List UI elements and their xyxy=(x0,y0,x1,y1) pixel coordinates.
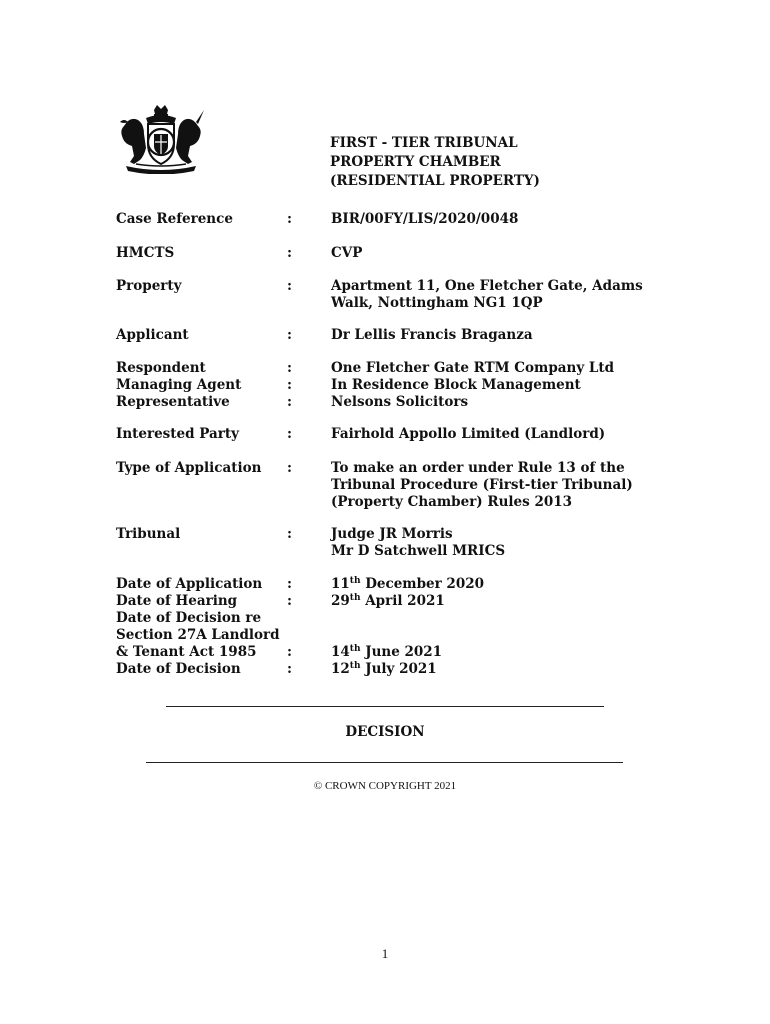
date-of-decision-label: Date of Decision xyxy=(116,661,241,677)
decision-title: DECISION xyxy=(345,724,425,740)
tribunal-header xyxy=(330,134,540,191)
type-of-application-label: Type of Application xyxy=(116,460,262,476)
section-label-line-3: & Tenant Act 1985 xyxy=(116,644,257,660)
date-of-section-decision-label xyxy=(116,610,286,661)
copyright-notice: © CROWN COPYRIGHT 2021 xyxy=(313,780,457,792)
date-day: 14 xyxy=(331,644,350,660)
type-of-application-line-2: Tribunal Procedure (First-tier Tribunal) xyxy=(331,477,633,493)
divider-bottom xyxy=(146,762,623,763)
date-of-section-decision-colon: : xyxy=(287,644,292,660)
date-rest: April 2021 xyxy=(360,593,445,609)
representative-value: Nelsons Solicitors xyxy=(331,394,469,410)
type-of-application-line-1: To make an order under Rule 13 of the xyxy=(331,460,625,476)
date-of-decision-colon: : xyxy=(287,661,292,677)
representative-colon: : xyxy=(287,394,292,410)
section-label-line-1: Date of Decision re xyxy=(116,610,262,626)
representative-label: Representative xyxy=(116,394,230,410)
date-of-application-label: Date of Application xyxy=(116,576,263,592)
date-rest: July 2021 xyxy=(360,661,437,677)
royal-coat-of-arms-icon xyxy=(116,104,206,174)
date-day: 12 xyxy=(331,661,350,677)
date-suffix: th xyxy=(349,661,361,671)
tribunal-label: Tribunal xyxy=(116,526,181,542)
interested-party-value: Fairhold Appollo Limited (Landlord) xyxy=(331,426,606,442)
managing-agent-label: Managing Agent xyxy=(116,377,242,393)
managing-agent-colon: : xyxy=(287,377,292,393)
interested-party-label: Interested Party xyxy=(116,426,239,442)
tribunal-member-1: Judge JR Morris xyxy=(331,526,453,542)
respondent-value: One Fletcher Gate RTM Company Ltd xyxy=(331,360,615,376)
hmcts-label: HMCTS xyxy=(116,245,175,261)
type-of-application-line-3: (Property Chamber) Rules 2013 xyxy=(331,494,573,510)
applicant-colon: : xyxy=(287,327,292,343)
header-line-2: PROPERTY CHAMBER xyxy=(330,154,501,170)
respondent-colon: : xyxy=(287,360,292,376)
header-line-1: FIRST - TIER TRIBUNAL xyxy=(330,135,518,151)
section-label-line-2: Section 27A Landlord xyxy=(116,627,280,643)
date-rest: December 2020 xyxy=(360,576,485,592)
page-number: 1 xyxy=(381,946,389,961)
property-colon: : xyxy=(287,278,292,294)
divider-top xyxy=(166,706,604,707)
date-day: 11 xyxy=(331,576,350,592)
date-of-section-decision-value xyxy=(331,644,661,661)
applicant-label: Applicant xyxy=(116,327,189,343)
date-of-decision-value xyxy=(331,661,661,678)
property-label: Property xyxy=(116,278,182,294)
date-suffix: th xyxy=(349,644,361,654)
property-value xyxy=(331,278,661,312)
date-of-hearing-value xyxy=(331,593,661,610)
hmcts-value: CVP xyxy=(331,245,363,261)
applicant-value: Dr Lellis Francis Braganza xyxy=(331,327,533,343)
header-line-3: (RESIDENTIAL PROPERTY) xyxy=(330,173,540,189)
date-of-application-value xyxy=(331,576,661,593)
tribunal-value xyxy=(331,526,661,560)
date-of-hearing-colon: : xyxy=(287,593,292,609)
date-day: 29 xyxy=(331,593,350,609)
type-of-application-value xyxy=(331,460,661,511)
date-of-hearing-label: Date of Hearing xyxy=(116,593,238,609)
case-reference-value: BIR/00FY/LIS/2020/0048 xyxy=(331,211,519,227)
case-reference-label: Case Reference xyxy=(116,211,233,227)
date-of-application-colon: : xyxy=(287,576,292,592)
hmcts-colon: : xyxy=(287,245,292,261)
date-suffix: th xyxy=(349,576,361,586)
tribunal-member-2: Mr D Satchwell MRICS xyxy=(331,543,506,559)
date-suffix: th xyxy=(349,593,361,603)
property-value-line-1: Apartment 11, One Fletcher Gate, Adams xyxy=(331,278,643,294)
interested-party-colon: : xyxy=(287,426,292,442)
case-reference-colon: : xyxy=(287,211,292,227)
respondent-label: Respondent xyxy=(116,360,206,376)
property-value-line-2: Walk, Nottingham NG1 1QP xyxy=(331,295,543,311)
managing-agent-value: In Residence Block Management xyxy=(331,377,581,393)
type-of-application-colon: : xyxy=(287,460,292,476)
date-rest: June 2021 xyxy=(360,644,443,660)
tribunal-colon: : xyxy=(287,526,292,542)
